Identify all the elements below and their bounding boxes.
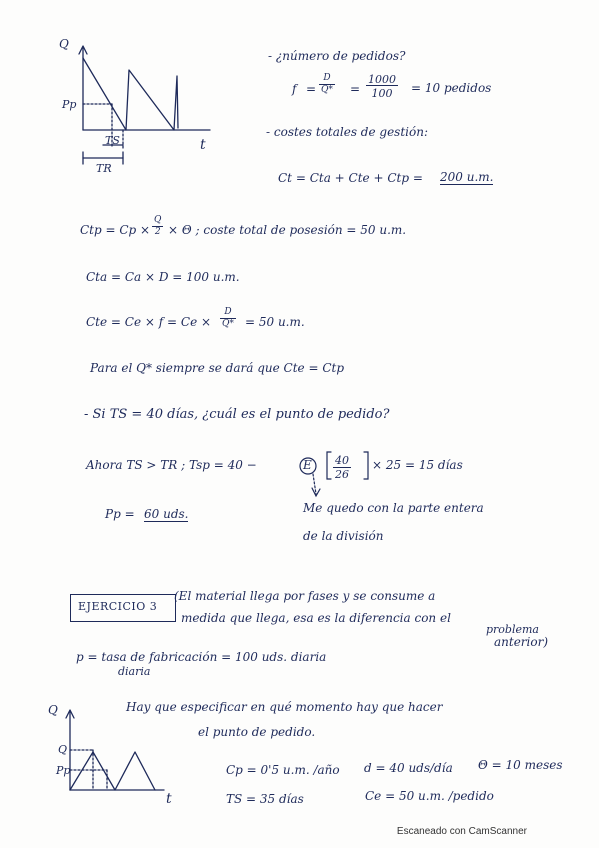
ct-equation: Ct = Cta + Cte + Ctp = bbox=[278, 171, 423, 185]
pp-label: Pp = bbox=[105, 507, 135, 521]
p-definition: p = tasa de fabricación = 100 uds. diaria bbox=[76, 650, 327, 664]
ctp-lhs: Ctp = Cp × bbox=[80, 223, 151, 237]
cte-lhs: Cte = Ce × f = Ce × bbox=[86, 315, 212, 329]
costes-heading: - costes totales de gestión: bbox=[266, 125, 428, 139]
camscanner-watermark: Escaneado con CamScanner bbox=[396, 826, 527, 837]
graph1-q-label: Q bbox=[59, 37, 69, 51]
pedidos-question: - ¿número de pedidos? bbox=[268, 49, 406, 63]
pp-value: 60 uds. bbox=[144, 507, 189, 521]
ejercicio-line1: (El material llega por fases y se consume a bbox=[174, 589, 436, 603]
hay-line2: el punto de pedido. bbox=[198, 725, 316, 739]
graph2-q-axis-label: Q bbox=[48, 703, 58, 717]
ctp-rhs: × Θ ; coste total de posesión = 50 u.m. bbox=[168, 223, 407, 237]
ahora-frac-den: 26 bbox=[335, 468, 349, 481]
ahora-frac-num: 40 bbox=[335, 454, 349, 467]
question-ts: - Si TS = 40 días, ¿cuál es el punto de pedido? bbox=[84, 407, 390, 422]
ct-result: 200 u.m. bbox=[440, 170, 494, 184]
cte-frac-den: Q* bbox=[222, 319, 234, 329]
ejercicio-line3b: anterior) bbox=[494, 635, 549, 649]
ahora-e-circled: E bbox=[303, 458, 312, 472]
pedidos-f: f bbox=[292, 82, 297, 96]
graph2-t-label: t bbox=[166, 791, 172, 807]
pedidos-frac-den: Q* bbox=[321, 85, 333, 95]
ctp-frac-den: 2 bbox=[154, 227, 161, 237]
pedidos-eq1: = bbox=[306, 82, 317, 96]
ahora-lhs: Ahora TS > TR ; Tsp = 40 − bbox=[86, 458, 257, 472]
pedidos-frac-1000: 1000 bbox=[368, 73, 396, 86]
note2-line1: Me quedo con la parte entera bbox=[303, 501, 484, 515]
graph1-pp-label: Pp bbox=[62, 98, 77, 111]
pedidos-eq2: = bbox=[350, 82, 361, 96]
graph1-t-label: t bbox=[200, 137, 206, 153]
graph1-tr-label: TR bbox=[96, 162, 112, 175]
pedidos-result: = 10 pedidos bbox=[411, 81, 492, 95]
graph1-ts-label: TS bbox=[105, 134, 120, 147]
ctp-frac-num: Q bbox=[154, 215, 162, 225]
param-theta: Θ = 10 meses bbox=[478, 758, 563, 772]
cte-frac-num: D bbox=[224, 307, 232, 317]
ejercicio-title: EJERCICIO 3 bbox=[78, 600, 158, 613]
ejercicio-line3a: problema bbox=[486, 623, 539, 636]
pedidos-frac-100: 100 bbox=[371, 87, 393, 100]
p-definition-sub: diaria bbox=[118, 665, 151, 678]
cta-line: Cta = Ca × D = 100 u.m. bbox=[86, 270, 240, 284]
param-ce: Ce = 50 u.m. /pedido bbox=[365, 789, 494, 803]
ejercicio-line2: medida que llega, esa es la diferencia con el bbox=[181, 611, 451, 625]
graph2-q-label: Q bbox=[58, 743, 68, 756]
note2-line2: de la división bbox=[303, 529, 384, 543]
param-d: d = 40 uds/día bbox=[364, 761, 453, 775]
hay-line1: Hay que especificar en qué momento hay que hacer bbox=[126, 700, 443, 714]
param-cp: Cp = 0'5 u.m. /año bbox=[226, 763, 340, 777]
graph2-triangle-line bbox=[70, 752, 155, 790]
note-q-star: Para el Q* siempre se dará que Cte = Ctp bbox=[90, 361, 345, 375]
ahora-rhs: × 25 = 15 días bbox=[372, 458, 463, 472]
param-ts: TS = 35 días bbox=[226, 792, 304, 806]
cte-rhs: = 50 u.m. bbox=[245, 315, 305, 329]
graph2-pp-label: Pp bbox=[56, 764, 71, 777]
pedidos-frac-num: D bbox=[323, 73, 331, 83]
